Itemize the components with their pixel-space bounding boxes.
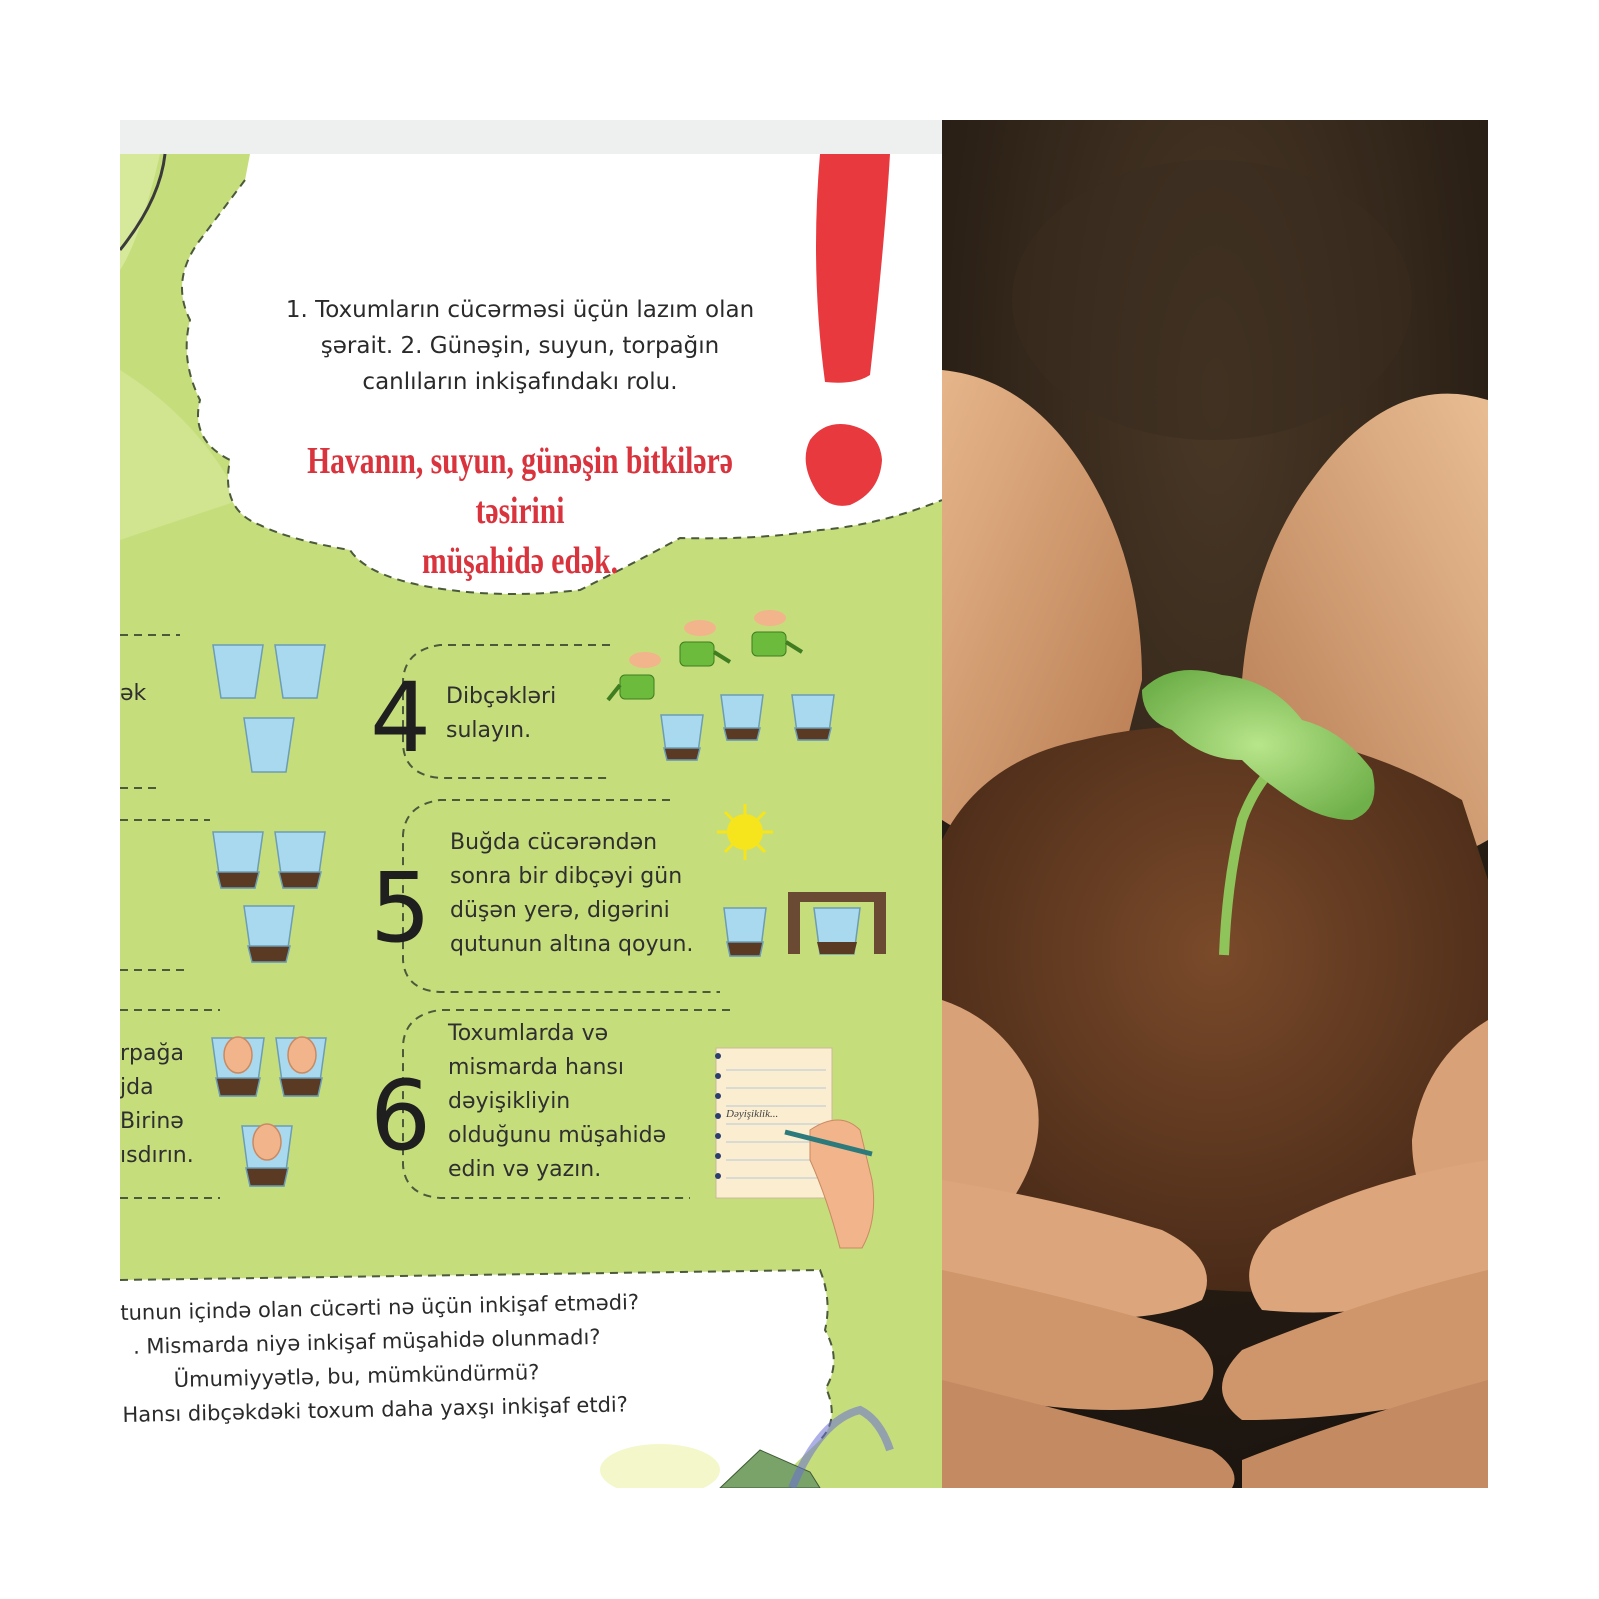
plastic-cup-icon: [244, 718, 294, 772]
notebook-label: Dəyişiklik...: [726, 1108, 779, 1120]
step3-text-fragment-2: jda: [120, 1075, 154, 1100]
plastic-cup-icon: [213, 645, 263, 698]
step3-text-fragment-4: ısdırın.: [120, 1143, 194, 1168]
lesson-topic: [240, 292, 800, 400]
step6-line-5: edin və yazın.: [448, 1157, 602, 1182]
watering-illustration: [608, 610, 834, 760]
step4-line-2: sulayın.: [446, 718, 532, 743]
step4-line-1: Dibçəkləri: [446, 684, 557, 709]
step4-number: 4: [370, 662, 432, 774]
step3-text-fragment-3: Birinə: [120, 1109, 184, 1134]
cups-planting: [212, 1037, 326, 1186]
question-1: tunun içində olan cücərti nə üçün inkişaf etmədi?: [120, 1290, 640, 1325]
step3-text-fragment-1: rpağa: [120, 1041, 184, 1066]
step6-line-3: dəyişikliyin: [448, 1089, 571, 1114]
question-3: Ümumiyyətlə, bu, mümkündürmü?: [173, 1360, 540, 1392]
seedling-in-hands-photo: [942, 120, 1488, 1488]
notebook-icon: [715, 1048, 832, 1198]
watering-can-icon: [752, 610, 802, 656]
heading-line-1: Havanın, suyun, günəşin bitkilərə təsirini: [307, 440, 733, 532]
step6-number: 6: [370, 1060, 432, 1172]
hand-icon: [288, 1037, 316, 1073]
step6-line-1: Toxumlarda və: [448, 1021, 609, 1046]
lesson-heading: [294, 436, 746, 586]
step5-number: 5: [370, 852, 432, 964]
question-2: . Mismarda niyə inkişaf müşahidə olunmadı?: [132, 1324, 601, 1359]
question-4: Hansı dibçəkdəki toxum daha yaxşı inkişaf etdi?: [122, 1392, 629, 1427]
step1-text-fragment: ək: [120, 681, 147, 706]
textbook-page: [120, 120, 942, 1488]
topic-line-1: 1. Toxumların cücərməsi üçün lazım olan: [285, 297, 755, 323]
box-icon: [788, 892, 886, 954]
watering-can-icon: [608, 652, 661, 700]
sun-icon: [717, 804, 773, 860]
collage: [120, 120, 1488, 1488]
review-questions: [120, 1282, 803, 1432]
watering-can-icon: [680, 620, 730, 666]
plastic-cup-icon: [275, 645, 325, 698]
step5-line-3: düşən yerə, digərini: [450, 898, 670, 923]
hand-icon: [224, 1037, 252, 1073]
step5-text: [450, 826, 693, 962]
step5-line-4: qutunun altına qoyun.: [450, 932, 694, 957]
topic-line-3: canlıların inkişafındakı rolu.: [362, 369, 678, 395]
step5-line-2: sonra bir dibçəyi gün: [450, 864, 683, 889]
cups-soil: [213, 832, 325, 962]
topic-line-2: şərait. 2. Günəşin, suyun, torpağın: [320, 333, 720, 359]
hand-icon: [253, 1124, 281, 1160]
step5-line-1: Buğda cücərəndən: [450, 830, 658, 855]
step4-text: [446, 680, 556, 748]
heading-line-2: müşahidə edək.: [422, 540, 618, 582]
step6-line-2: mismarda hansı: [448, 1055, 624, 1080]
step6-line-4: olduğunu müşahidə: [448, 1123, 667, 1148]
cups-empty: [213, 645, 325, 772]
step6-text: [448, 1017, 666, 1187]
